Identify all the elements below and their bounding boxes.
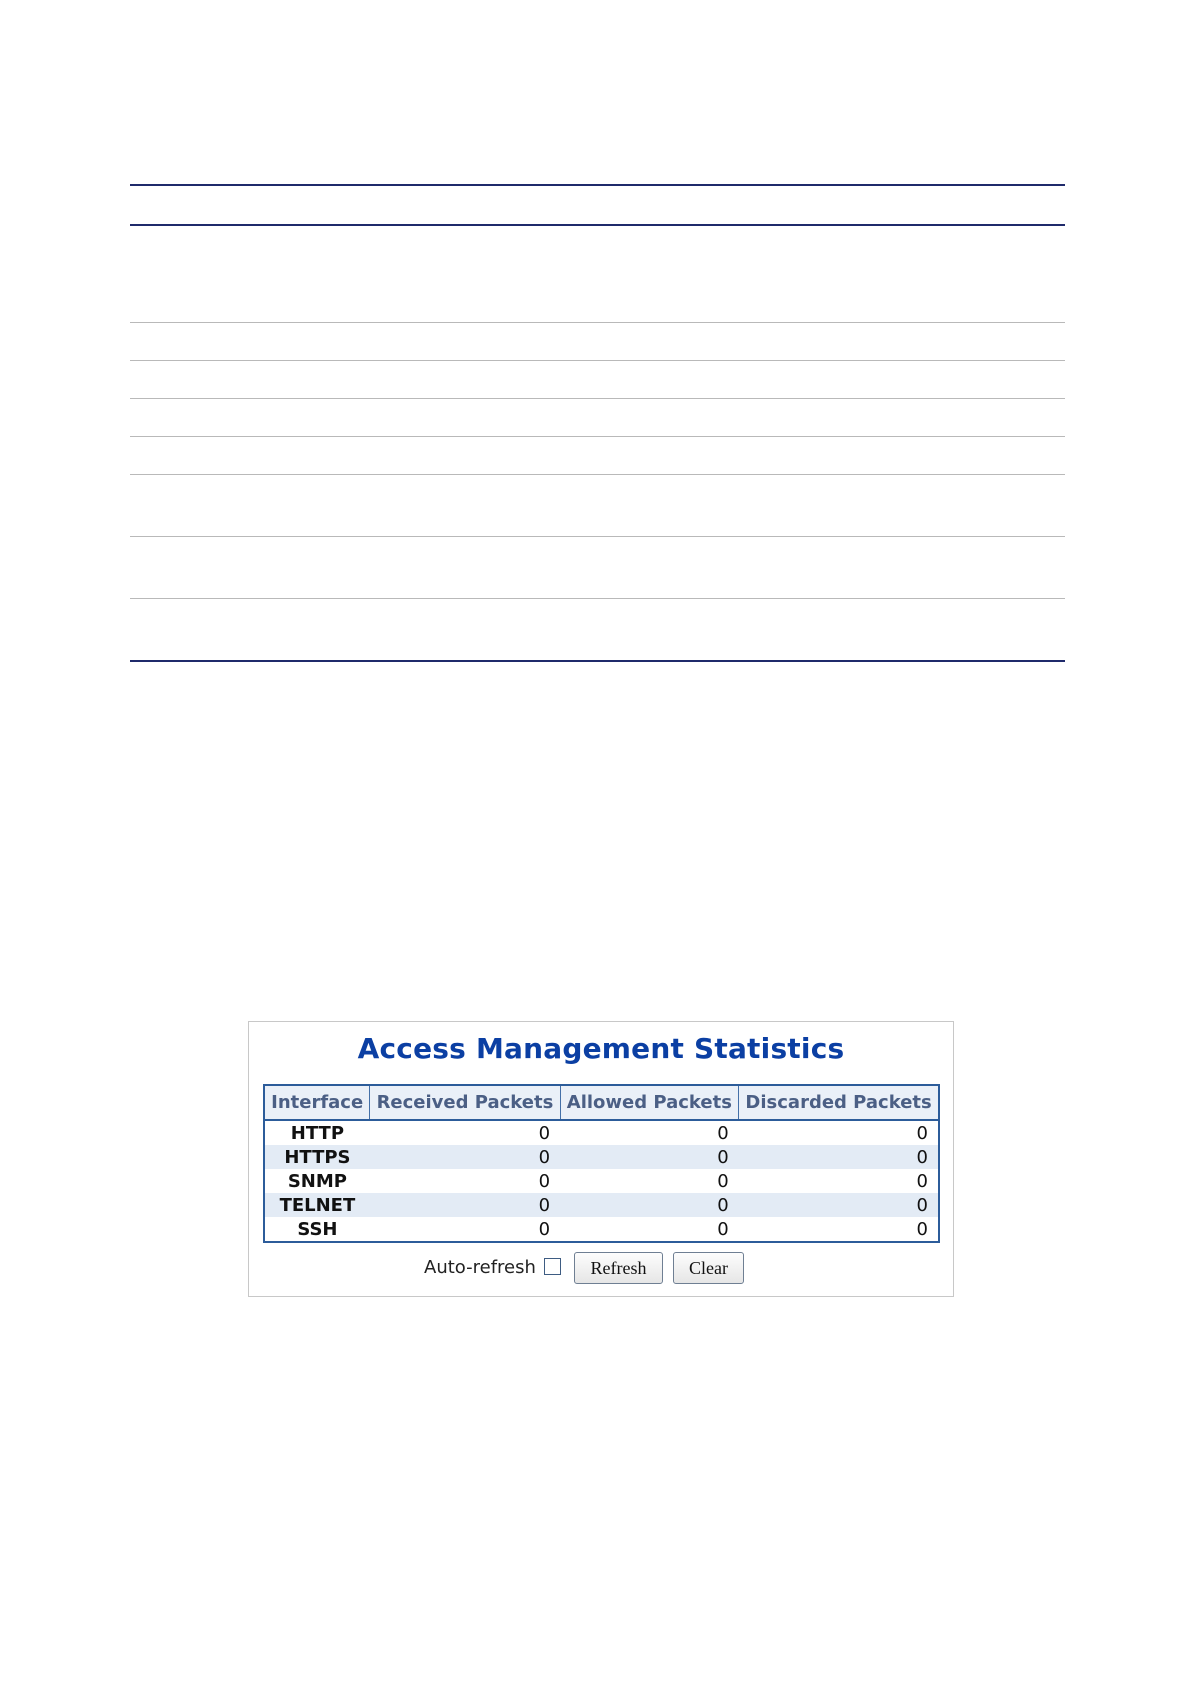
table-row <box>264 1193 939 1217</box>
interface-cell: SSH <box>264 1217 370 1242</box>
allowed-packets-cell: 0 <box>560 1169 739 1193</box>
discarded-packets-cell: 0 <box>739 1217 939 1242</box>
column-header-received-packets: Received Packets <box>370 1085 560 1120</box>
table-header-rule <box>130 224 1065 226</box>
discarded-packets-cell: 0 <box>739 1145 939 1169</box>
interface-cell: TELNET <box>264 1193 370 1217</box>
table-row-rule <box>130 598 1065 599</box>
auto-refresh-checkbox[interactable] <box>544 1258 561 1275</box>
received-packets-cell: 0 <box>370 1120 560 1145</box>
table-row <box>264 1217 939 1242</box>
discarded-packets-cell: 0 <box>739 1120 939 1145</box>
column-header-interface: Interface <box>264 1085 370 1120</box>
table-bottom-rule <box>130 660 1065 662</box>
allowed-packets-cell: 0 <box>560 1120 739 1145</box>
received-packets-cell: 0 <box>370 1217 560 1242</box>
interface-cell: HTTPS <box>264 1145 370 1169</box>
statistics-table <box>263 1084 940 1243</box>
table-row-rule <box>130 398 1065 399</box>
table-row-rule <box>130 322 1065 323</box>
refresh-button[interactable]: Refresh <box>574 1252 663 1284</box>
column-header-discarded-packets: Discarded Packets <box>739 1085 939 1120</box>
received-packets-cell: 0 <box>370 1145 560 1169</box>
allowed-packets-cell: 0 <box>560 1217 739 1242</box>
page-title: Access Management Statistics <box>357 1032 845 1065</box>
table-row-rule <box>130 360 1065 361</box>
table-header-row <box>264 1085 939 1120</box>
table-row-rule <box>130 474 1065 475</box>
allowed-packets-cell: 0 <box>560 1145 739 1169</box>
table-row-rule <box>130 536 1065 537</box>
table-top-rule <box>130 184 1065 186</box>
access-management-statistics-panel <box>248 1021 954 1297</box>
column-header-allowed-packets: Allowed Packets <box>560 1085 739 1120</box>
table-row-rule <box>130 436 1065 437</box>
table-row <box>264 1169 939 1193</box>
interface-cell: SNMP <box>264 1169 370 1193</box>
document-table <box>130 184 1065 662</box>
table-row <box>264 1120 939 1145</box>
allowed-packets-cell: 0 <box>560 1193 739 1217</box>
interface-cell: HTTP <box>264 1120 370 1145</box>
discarded-packets-cell: 0 <box>739 1193 939 1217</box>
received-packets-cell: 0 <box>370 1169 560 1193</box>
controls-bar <box>249 1249 953 1283</box>
received-packets-cell: 0 <box>370 1193 560 1217</box>
clear-button[interactable]: Clear <box>673 1252 744 1284</box>
auto-refresh-label: Auto-refresh <box>424 1257 536 1278</box>
table-row <box>264 1145 939 1169</box>
discarded-packets-cell: 0 <box>739 1169 939 1193</box>
